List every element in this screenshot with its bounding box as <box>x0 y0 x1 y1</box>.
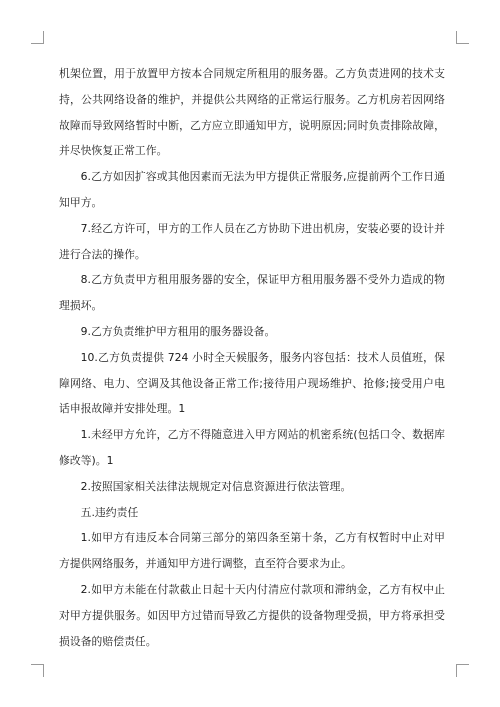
paragraph-item-10: 10.乙方负责提供 724 小时全天候服务，服务内容包括：技术人员值班，保障网络、电力、空调及其他设备正常工作;接待用户现场维护、抢修;接受用户电话申报故障并安排处理。1 <box>59 350 445 416</box>
paragraph-liability-2: 2.如甲方未能在付款截止日起十天内付清应付款项和滞纳金，乙方有权中止对甲方提供服务。如因甲方过错而导致乙方提供的设备物理受损，甲方将承担受损设备的赔偿责任。 <box>59 582 445 648</box>
crop-mark-bottom-right <box>456 664 469 677</box>
paragraph-liability-1: 1.如甲方有违反本合同第三部分的第四条至第十条，乙方有权暂时中止对甲方提供网络服务，并通知甲方进行调整，直至符合要求为止。 <box>59 531 445 571</box>
paragraph-continuation: 机架位置，用于放置甲方按本合同规定所租用的服务器。乙方负责进网的技术支持，公共网络设备的维护，并提供公共网络的正常运行服务。乙方机房若因网络故障而导致网络暂时中断，乙方应立即通知甲方，说明原因;同时负责排除故障，并尽快恢复正常工作。 <box>59 67 445 158</box>
document-body <box>59 61 445 654</box>
paragraph-item-8: 8.乙方负责甲方租用服务器的安全，保证甲方租用服务器不受外力造成的物理损坏。 <box>59 273 445 313</box>
paragraph-item-6: 6.乙方如因扩容或其他因素而无法为甲方提供正常服务,应提前两个工作日通知甲方。 <box>59 170 445 209</box>
section-heading-liability: 五.违约责任 <box>80 505 139 519</box>
paragraph-item-7: 7.经乙方许可，甲方的工作人员在乙方协助下进出机房，安装必要的设计并进行合法的操作。 <box>59 221 445 261</box>
paragraph-item-9: 9.乙方负责维护甲方租用的服务器设备。 <box>80 324 276 338</box>
crop-mark-top-right <box>456 31 469 44</box>
crop-mark-top-left <box>31 31 44 44</box>
paragraph-obligation-2: 2.按照国家相关法律法规规定对信息资源进行依法管理。 <box>80 479 352 493</box>
paragraph-obligation-1: 1.未经甲方允许，乙方不得随意进入甲方网站的机密系统(包括口令、数据库修改等)。1 <box>59 428 445 467</box>
crop-mark-bottom-left <box>31 664 44 677</box>
